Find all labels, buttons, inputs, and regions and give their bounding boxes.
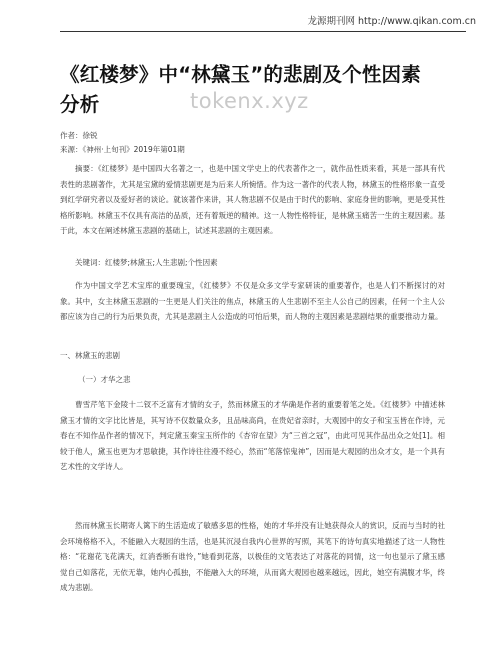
document-title: 《红楼梦》中“林黛玉”的悲剧及个性因素分析 bbox=[60, 63, 421, 116]
section-heading: 一、林黛玉的悲剧 bbox=[60, 351, 120, 360]
author-line: 作者：徐锐 bbox=[60, 131, 98, 140]
watermark: tokenx.xyz bbox=[190, 89, 309, 113]
subsection-heading: （一）才华之悲 bbox=[78, 375, 131, 384]
body-paragraph-2: 然而林黛玉长期寄人篱下的生活造成了敏感多思的性格，她的才华并没有让她获得众人的赏识，反而与当时的社会环境格格不入，不能融入大观园的生活，也是其沉浸自我内心世界的写照，其笔下的诗句真实地描述了这一人物性格：“花谢花飞花满天，红消香断有谁怜，”她看到花落，以极佳的文笔表达了对落花的同情，这一句也显示了黛玉感觉自己如落花，无依无靠，她内心孤独，不能融入大的环境，从而离大观园也越来越远，因此，她空有满腹才华，终成为悲剧。 bbox=[60, 521, 445, 592]
body-paragraph-1: 曹雪芹笔下金陵十二钗不乏富有才情的女子，然而林黛玉的才华确是作者的重要着笔之处。《红楼梦》中描述林黛玉才情的文字比比皆是，其写诗不仅数量众多，且品味高尚，在贵妃省亲时，大观园中的女子和宝玉皆在作诗，元春在不知作品作者的情况下，判定黛玉秦宝玉所作的《杏帘在望》为“三首之冠”，由此可见其作品出众之处[1]。相较于他人，黛玉也更为才思敏捷，其作诗往往漫不经心，然而“笔落惊鬼神”，因而是大观园的出众才女，是一个具有艺术性的文学诗人。 bbox=[60, 400, 445, 471]
header-divider bbox=[60, 31, 466, 32]
keywords-paragraph: 关键词：红楼梦;林黛玉;人生悲剧;个性因素 bbox=[75, 258, 218, 267]
intro-paragraph: 作为中国文学艺术宝库的重要瑰宝，《红楼梦》不仅是众多文学专家研读的重要著作，也是人们不断探讨的对象。其中，女主林黛玉悲剧的一生更是人们关注的焦点，林黛玉的人生悲剧不至主人公自己的因素，任何一个主人公都应该为自己的行为后果负责，尤其是悲剧主人公造成的可怕后果，而人物的主观因素是悲剧结果的重要推动力量。 bbox=[60, 281, 445, 321]
site-header: 龙源期刊网 http://www.qikan.com.cn bbox=[307, 16, 476, 27]
abstract-paragraph: 摘要：《红楼梦》是中国四大名著之一，也是中国文学史上的代表著作之一，就作品性质来看，其是一部具有代表性的悲剧著作，尤其是宝黛的爱情悲剧更是为后来人所惋惜。作为这一著作的代表人物，林黛玉的性格形象一直受到红学研究者以及爱好者的谈论。就该著作来讲，其人物悲剧不仅是由于时代的影响、家庭身世的影响，更是受其性格所影响。林黛玉不仅具有高洁的品质，还有着叛逆的精神。这一人物性格特征，是林黛玉痛苦一生的主观因素。基于此，本文在阐述林黛玉悲剧的基础上，试述其悲剧的主观因素。 bbox=[60, 164, 445, 235]
source-line: 来源：《神州·上旬刊》2019年第01期 bbox=[60, 145, 185, 154]
